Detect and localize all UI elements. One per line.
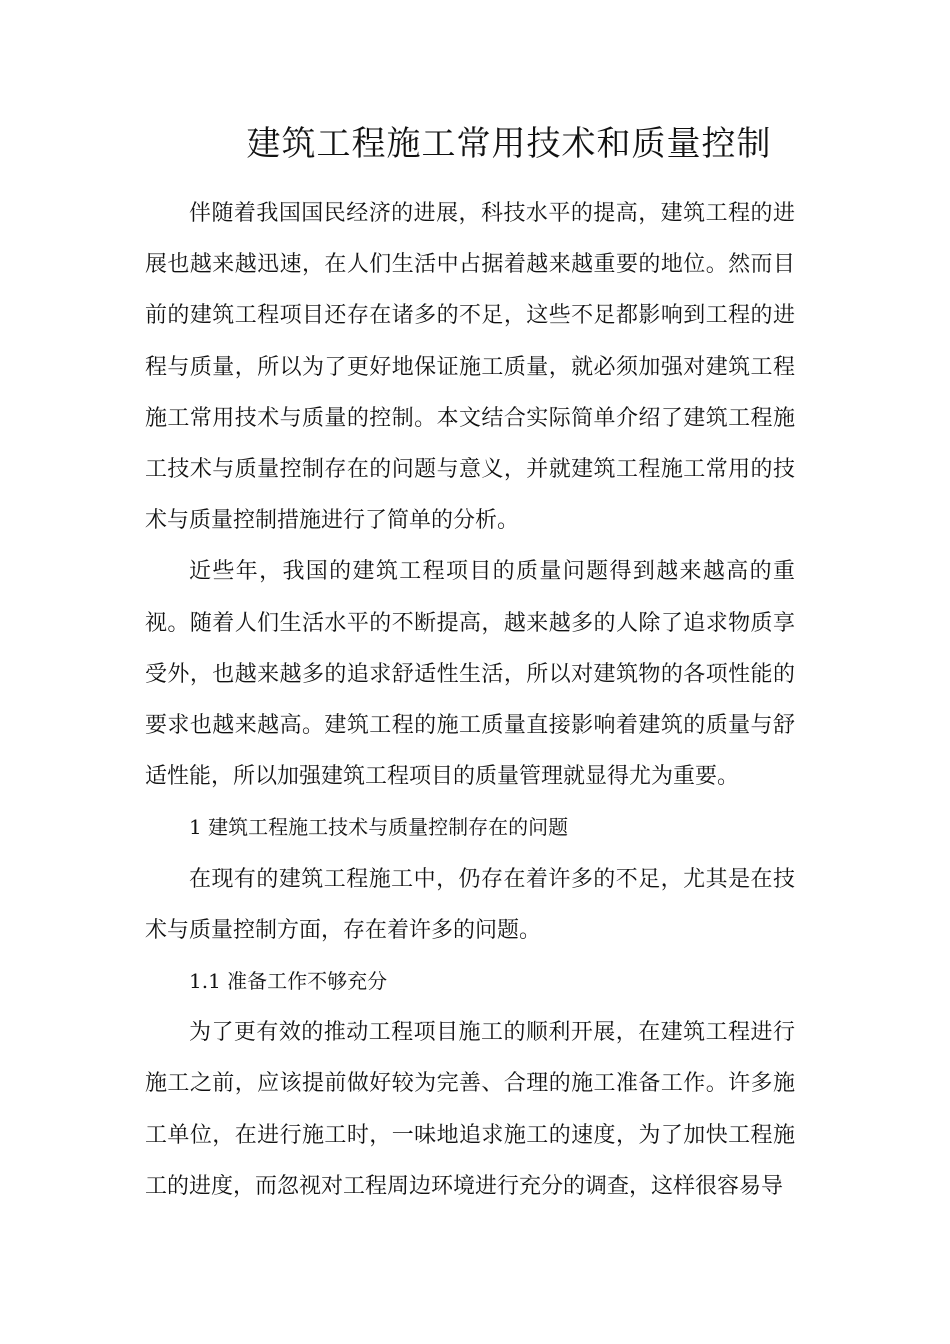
section-heading-1-1: 1.1 准备工作不够充分 — [189, 969, 388, 994]
paragraph-intro: 伴随着我国国民经济的进展，科技水平的提高，建筑工程的进展也越来越迅速，在人们生活中占据着越来越重要的地位。然而目前的建筑工程项目还存在诸多的不足，这些不足都影响到工程的进程与质量，所以为了更好地保证施工质量，就必须加强对建筑工程施工常用技术与质量的控制。本文结合实际简单介绍了建筑工程施工技术与质量控制存在的问题与意义，并就建筑工程施工常用的技术与质量控制措施进行了简单的分析。 — [145, 201, 795, 534]
page-title: 建筑工程施工常用技术和质量控制 — [246, 124, 772, 164]
section-heading-1: 1 建筑工程施工技术与质量控制存在的问题 — [189, 815, 569, 840]
paragraph-background: 近些年，我国的建筑工程项目的质量问题得到越来越高的重视。随着人们生活水平的不断提高，越来越多的人除了追求物质享受外，也越来越多的追求舒适性生活，所以对建筑物的各项性能的要求也越来越高。建筑工程的施工质量直接影响着建筑的质量与舒适性能，所以加强建筑工程项目的质量管理就显得尤为重要。 — [145, 559, 795, 790]
paragraph-section-1-1: 为了更有效的推动工程项目施工的顺利开展，在建筑工程进行施工之前，应该提前做好较为完善、合理的施工准备工作。许多施工单位，在进行施工时，一味地追求施工的速度，为了加快工程施工的进度，而忽视对工程周边环境进行充分的调查，这样很容易导 — [145, 1020, 795, 1199]
document-body — [145, 188, 795, 1212]
paragraph-section-1: 在现有的建筑工程施工中，仍存在着许多的不足，尤其是在技术与质量控制方面，存在着许多的问题。 — [145, 866, 795, 943]
